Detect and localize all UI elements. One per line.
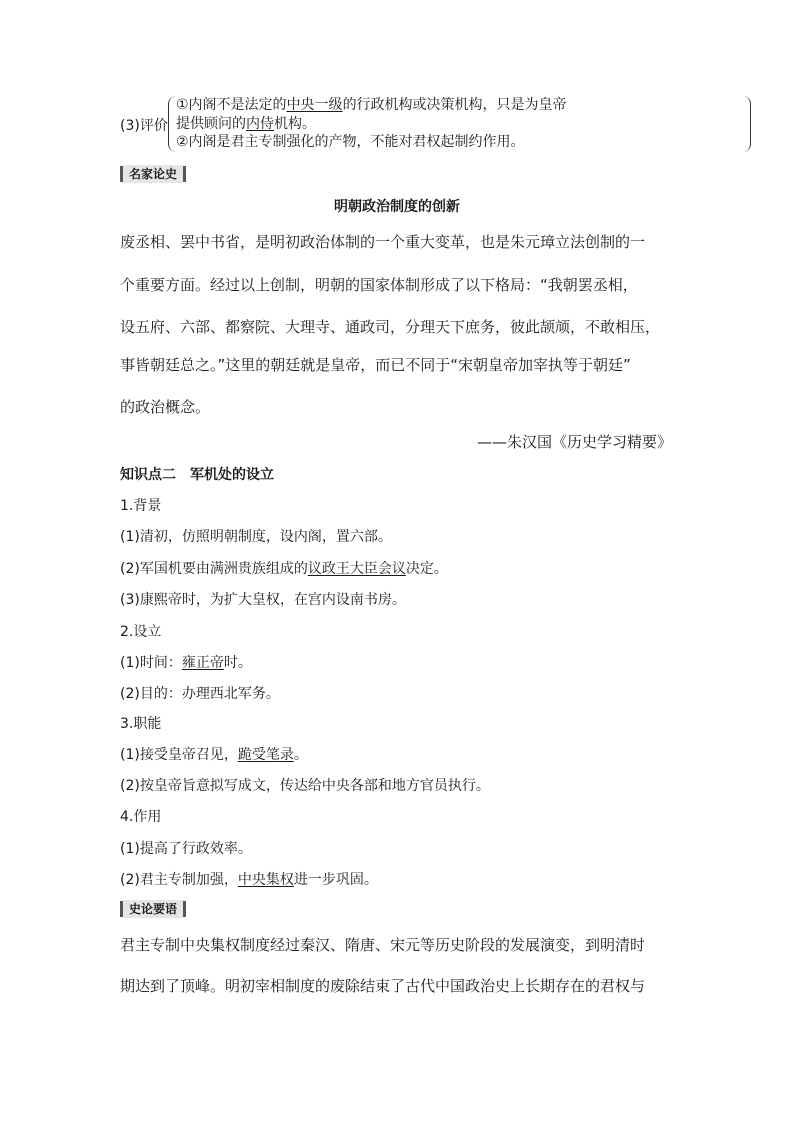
essay-line: 的政治概念。 <box>120 398 211 416</box>
underlined-term: 跪受笔录 <box>237 747 294 763</box>
list-item: (1)接受皇帝召见，跪受笔录。 <box>120 747 308 763</box>
evaluation-label: (3)评价 <box>120 118 168 134</box>
closing-line: 君主专制中央集权制度经过秦汉、隋唐、宋元等历史阶段的发展演变，到明清时 <box>120 936 646 954</box>
subheading-effects: 4.作用 <box>120 809 162 825</box>
subheading-background: 1.背景 <box>120 498 162 514</box>
evaluation-point-2: ②内阁是君主专制强化的产物，不能对君权起制约作用。 <box>176 134 525 150</box>
list-item: (2)君主专制加强，中央集权进一步巩固。 <box>120 872 378 888</box>
list-item: (2)目的：办理西北军务。 <box>120 686 280 702</box>
evaluation-point-1-cont: 提供顾问的内侍机构。 <box>176 116 316 132</box>
essay-line: 设五府、六部、都察院、大理寺、通政司，分理天下庶务，彼此颉颃，不敢相压， <box>120 318 661 336</box>
list-item: (1)时间：雍正帝时。 <box>120 655 252 671</box>
underlined-term: 议政王大臣会议 <box>307 561 406 577</box>
underlined-term: 内侍 <box>246 116 274 132</box>
subheading-functions: 3.职能 <box>120 716 162 732</box>
evaluation-point-1: ①内阁不是法定的中央一级的行政机构或决策机构，只是为皇帝 <box>176 97 567 113</box>
underlined-term: 雍正帝 <box>181 655 224 671</box>
essay-line: 废丞相、罢中书省，是明初政治体制的一个重大变革，也是朱元璋立法创制的一 <box>120 233 646 251</box>
list-item: (3)康熙帝时，为扩大皇权，在宫内设南书房。 <box>120 592 406 608</box>
list-item: (1)清初，仿照明朝制度，设内阁，置六部。 <box>120 529 392 545</box>
section-heading: 知识点二 军机处的设立 <box>120 467 274 483</box>
list-item: (2)按皇帝旨意拟写成文，传达给中央各部和地方官员执行。 <box>120 778 490 794</box>
closing-line: 期达到了顶峰。明初宰相制度的废除结束了古代中国政治史上长期存在的君权与 <box>120 977 646 995</box>
underlined-term: 中央集权 <box>237 872 294 888</box>
essay-source: ——朱汉国《历史学习精要》 <box>476 433 672 451</box>
list-item: (1)提高了行政效率。 <box>120 841 252 857</box>
section-tag-scholar: 名家论史 <box>120 165 186 183</box>
right-brace <box>742 96 751 152</box>
essay-line: 个重要方面。经过以上创制，明朝的国家体制形成了以下格局：“我朝罢丞相， <box>120 276 638 294</box>
essay-title: 明朝政治制度的创新 <box>334 199 460 215</box>
list-item: (2)军国机要由满洲贵族组成的议政王大臣会议决定。 <box>120 561 448 577</box>
evaluation-block <box>120 94 640 156</box>
underlined-term: 中央一级 <box>286 97 343 113</box>
section-tag-key-points: 史论要语 <box>120 900 186 918</box>
essay-line: 事皆朝廷总之。”这里的朝廷就是皇帝，而已不同于“宋朝皇帝加宰执等于朝廷” <box>120 356 631 374</box>
subheading-establishment: 2.设立 <box>120 624 162 640</box>
